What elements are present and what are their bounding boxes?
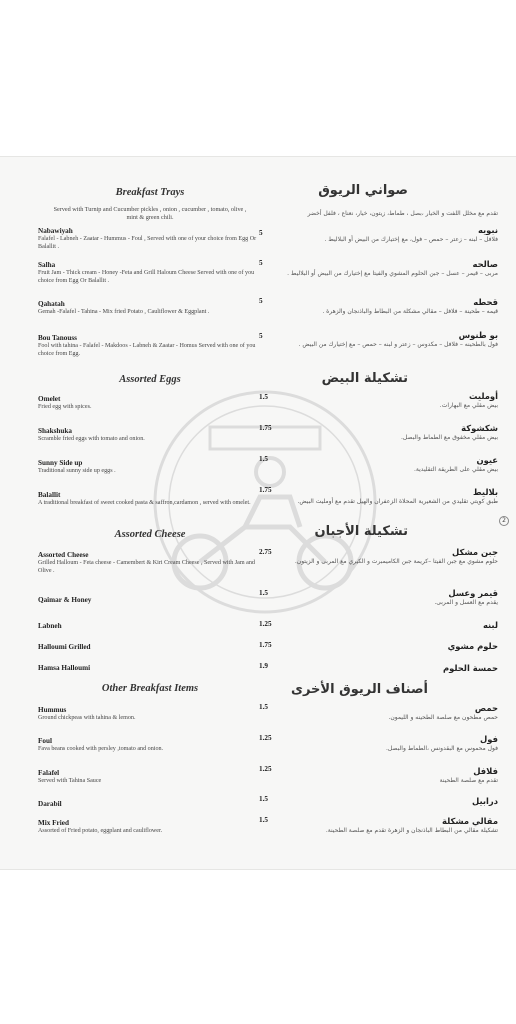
item-price: 5: [259, 297, 263, 305]
item-desc-ar: بيض مقلي مع البهارات.: [439, 402, 498, 409]
item-desc-ar: تقدم مع صلصة الطحينة: [439, 777, 498, 784]
item-desc: Gemah -Falafel - Tahina - Mix fried Potato , Cauliflower & Eggplant .: [38, 309, 210, 315]
section-title-assorted-eggs: Assorted Eggs: [119, 374, 181, 385]
section-title-ar-assorted-cheese: تشكيلة الأجبان: [314, 524, 408, 539]
item-desc: Traditional sunny side up eggs .: [38, 468, 116, 474]
item-desc: Fruit Jam - Thick cream - Honey -Feta and Grill Haloum Cheese Served with one of you choice from Egg Or Balallit .: [38, 270, 255, 284]
item-name: Qaimar & Honey: [38, 596, 92, 604]
item-name: Mix Fried: [38, 819, 69, 827]
menu-item-ar-bou-tanouss: [283, 330, 498, 349]
item-name: Hamsa Halloumi: [38, 664, 91, 672]
menu-item-sunny-side-up: [38, 459, 268, 476]
menu-item-ar-qaimar-honey: [283, 588, 498, 607]
item-name-ar: نبويه: [477, 225, 498, 235]
item-name-ar: مقالي مشكلة: [442, 816, 498, 826]
menu-item-ar-nabawiyah: [283, 225, 498, 244]
menu-item-nabawiyah: [38, 227, 268, 251]
item-name-ar: صالحه: [472, 259, 498, 269]
item-price: 1.25: [259, 734, 272, 742]
item-name-ar: حمص: [474, 703, 498, 713]
item-name: Balallit: [38, 491, 61, 499]
item-desc-ar: حمص مطحون مع صلصة الطحينه و الليمون.: [388, 714, 498, 721]
item-name-ar: فلافل: [473, 766, 498, 776]
menu-item-halloumi-grilled: [38, 643, 268, 651]
menu-item-falafel: [38, 769, 268, 786]
item-name: Bou Tanouss: [38, 334, 77, 342]
item-desc-ar: فول محموس مع البقدونس ،الطماط والبصل.: [385, 745, 498, 752]
item-name: Hummus: [38, 706, 67, 714]
item-name: Assorted Cheese: [38, 551, 89, 559]
item-name: Qahatah: [38, 300, 65, 308]
item-price: 1.5: [259, 589, 268, 597]
item-price: 5: [259, 229, 263, 237]
item-desc: Fava beans cooked with persley ,tomato and onion.: [38, 746, 164, 752]
menu-item-ar-mix-fried: [283, 816, 498, 835]
item-desc-ar: حلوم مشوي مع جبن الفيتا –كريمة جبن الكاميمبرت و الكيري مع المربى و الزيتون.: [294, 558, 498, 565]
menu-item-labneh: [38, 622, 268, 630]
menu-item-ar-salha: [283, 259, 498, 278]
item-desc: Falafel - Labneh - Zaatar - Hummus - Foul , Served with one of your choice from Egg Or Balallit .: [38, 236, 257, 250]
item-price: 1.25: [259, 765, 272, 773]
menu-item-bou-tanouss: [38, 334, 268, 358]
menu-item-ar-assorted-cheese: [283, 547, 498, 566]
item-price: 1.75: [259, 486, 272, 494]
item-desc-ar: طبق كويتي تقليدي من الشعيرية المحلاة الزعفران والهيل تقدم مع أومليت البيض.: [297, 498, 498, 505]
item-name-ar: جبن مشكل: [452, 547, 498, 557]
item-name-ar: درابيل: [471, 796, 498, 806]
section-title-ar-assorted-eggs: تشكيلة البيض: [321, 371, 408, 386]
item-name: Nabawiyah: [38, 227, 73, 235]
item-desc-ar: يقدم مع العسل و المربى.: [434, 599, 498, 606]
item-name: Sunny Side up: [38, 459, 83, 467]
item-price: 1.5: [259, 393, 268, 401]
item-name-ar: قيمر وعسل: [448, 588, 498, 598]
menu-item-foul: [38, 737, 268, 754]
item-desc-ar: بيض مقلي على الطريقة التقليدية.: [414, 466, 498, 473]
item-name: Shakshuka: [38, 427, 72, 435]
menu-item-shakshuka: [38, 427, 268, 444]
section-desc-breakfast-trays: Served with Turnip and Cucumber pickles , onion , cucumber , tomato, olive , mint & green chili.: [53, 206, 247, 221]
item-name: Salha: [38, 261, 56, 269]
item-price: 1.5: [259, 703, 268, 711]
item-name: Falafel: [38, 769, 60, 777]
menu-item-ar-foul: [283, 734, 498, 753]
section-title-ar-breakfast-trays: صواني الريوق: [318, 183, 408, 198]
item-name-ar: أومليت: [469, 391, 498, 401]
section-title-breakfast-trays: Breakfast Trays: [115, 187, 185, 198]
menu-item-hamsa-halloumi: [38, 664, 268, 672]
menu-item-ar-labneh: [283, 620, 498, 630]
menu-item-omelet: [38, 395, 268, 412]
item-price: 1.5: [259, 455, 268, 463]
item-desc: Assorted of Fried potato, eggplant and cauliflower.: [38, 828, 163, 834]
section-title-other-items: Other Breakfast Items: [101, 683, 199, 694]
menu-item-ar-darabil: [283, 796, 498, 806]
item-desc-ar: تشكيلة مقالي من البطاط الباذنجان و الزهرة تقدم مع صلصة الطحينة.: [325, 827, 498, 834]
menu-item-ar-hamsa-halloumi: [283, 663, 498, 673]
page-number: 2: [499, 516, 509, 526]
item-name: Darabil: [38, 800, 62, 808]
item-name-ar: بو طنوس: [458, 330, 498, 340]
item-price: 1.5: [259, 816, 268, 824]
menu-item-qahatah: [38, 300, 268, 317]
item-name: Labneh: [38, 622, 62, 630]
item-desc-ar: بيض مقلي مخفوق مع الطماط والبصل.: [400, 434, 498, 441]
item-name-ar: حلوم مشوي: [447, 641, 498, 651]
item-desc: Fried egg with spices.: [38, 404, 92, 410]
item-desc: Scramble fried eggs with tomato and onion.: [38, 436, 145, 442]
item-name-ar: عيون: [476, 455, 498, 465]
item-price: 5: [259, 259, 263, 267]
item-name-ar: حمسة الحلوم: [442, 663, 498, 673]
item-name: Foul: [38, 737, 52, 745]
menu-item-ar-qahatah: [283, 297, 498, 316]
item-desc: Served with Tahina Sauce: [38, 778, 102, 784]
menu-item-ar-omelet: [283, 391, 498, 410]
menu-item-ar-falafel: [283, 766, 498, 785]
menu-item-balallit: [38, 491, 268, 508]
item-price: 1.75: [259, 641, 272, 649]
section-title-assorted-cheese: Assorted Cheese: [114, 529, 186, 540]
item-desc-ar: فول بالطحينه – فلافل – مكدوس – زعتر و لبنه – حمص – مع إختيارك من البيض .: [298, 341, 498, 348]
section-desc-ar-breakfast-trays: تقدم مع مخلل اللفت و الخيار ،بصل ، طماط، زيتون، خيار، نعناع ، فلفل أخضر: [307, 210, 498, 217]
item-desc: A traditional breakfast of sweet cooked pasta & saffron,cardamon , served with omelet.: [38, 500, 251, 506]
item-desc-ar: قيمه – طحينة – فلافل – مقالي مشكلة من البطاط والباذنجان والزهرة .: [322, 308, 498, 315]
item-price: 5: [259, 332, 263, 340]
menu-item-salha: [38, 261, 268, 285]
menu-item-ar-hummus: [283, 703, 498, 722]
item-price: 1.75: [259, 424, 272, 432]
menu-item-assorted-cheese: [38, 551, 268, 575]
item-name-ar: لبنه: [482, 620, 498, 630]
menu-item-darabil: [38, 800, 268, 808]
menu-item-qaimar-honey: [38, 596, 268, 604]
item-name-ar: قحطه: [473, 297, 498, 307]
item-price: 1.9: [259, 662, 268, 670]
item-price: 1.5: [259, 795, 268, 803]
menu-page: [0, 156, 516, 870]
item-desc-ar: مربى – قيمر – عسل – جبن الحلوم المشوي والفيتا مع إختيارك من البيض أو البلاليط .: [287, 270, 498, 277]
section-title-ar-other-items: أصناف الريوق الأخرى: [291, 682, 428, 697]
menu-item-mix-fried: [38, 819, 268, 836]
menu-item-ar-shakshuka: [283, 423, 498, 442]
item-desc-ar: فلافل – لبنه – زعتر – حمص – فول، مع إختيارك من البيض أو البلاليط .: [324, 236, 498, 243]
item-name: Halloumi Grilled: [38, 643, 91, 651]
item-name-ar: فول: [479, 734, 498, 744]
menu-item-ar-balallit: [283, 487, 498, 506]
item-name-ar: بلاليط: [472, 487, 498, 497]
item-desc: Fool with tahina - Falafel - Makdoos - Labneh & Zaatar - Homus Served with one of you choice from Egg.: [38, 343, 256, 357]
menu-item-hummus: [38, 706, 268, 723]
item-desc: Grilled Halloum - Feta cheese - Camembert & Kiri Cream Cheese , Served with Jam and Olive .: [38, 560, 255, 574]
item-name-ar: شكشوكة: [461, 423, 498, 433]
item-name: Omelet: [38, 395, 61, 403]
menu-item-ar-sunny-side-up: [283, 455, 498, 474]
item-desc: Ground chickpeas with tahina & lemon.: [38, 715, 136, 721]
menu-item-ar-halloumi-grilled: [283, 641, 498, 651]
item-price: 2.75: [259, 548, 272, 556]
item-price: 1.25: [259, 620, 272, 628]
